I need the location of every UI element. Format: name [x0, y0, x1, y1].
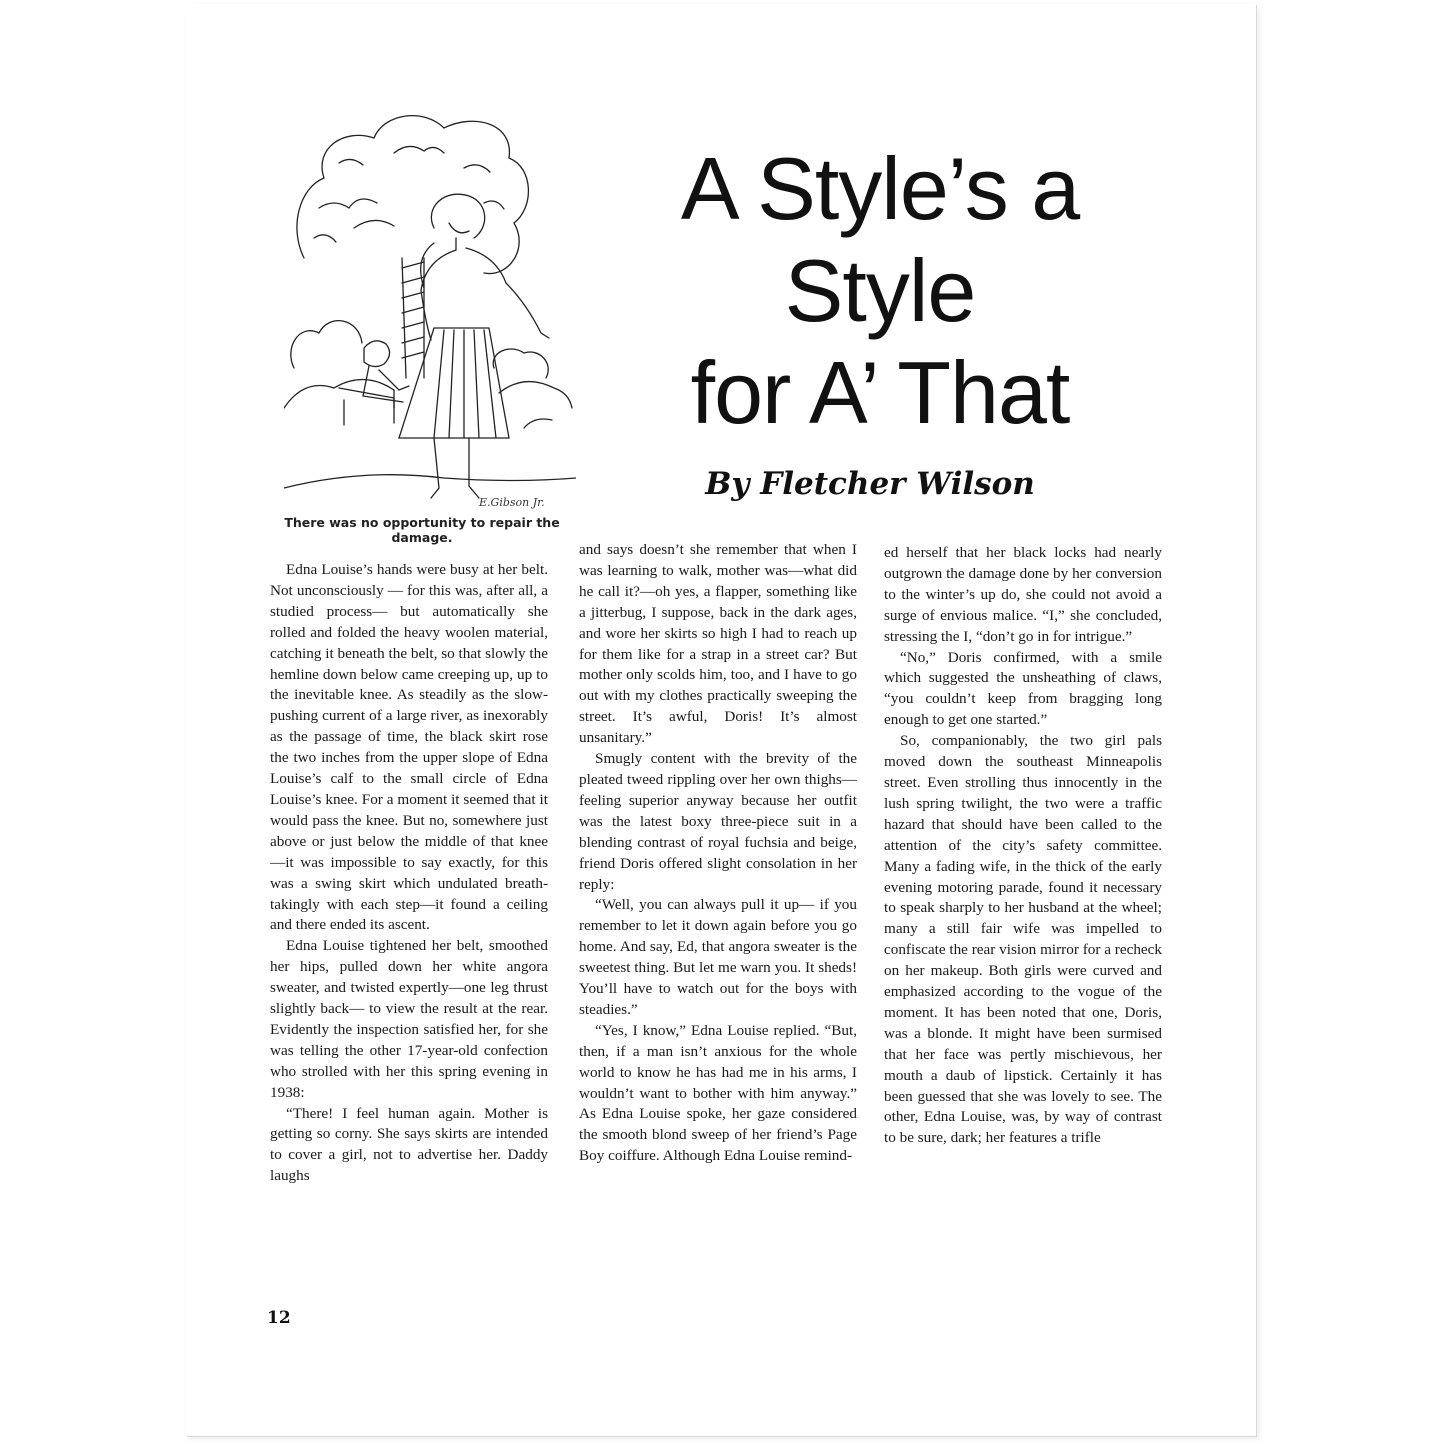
- paragraph: Smugly content with the brevity of the pleated tweed rippling over her own thighs—feeling superior anyway because her outfit was the latest boxy three-piece suit in a blending contrast of royal fuchsia and beige, friend Doris offered slight consolation in her reply:: [579, 750, 857, 893]
- artist-signature: E.Gibson Jr.: [479, 496, 545, 509]
- title-line-3: for A’ That: [690, 343, 1070, 442]
- title-line-2: Style: [784, 241, 976, 340]
- article-title: [580, 138, 1180, 444]
- paragraph: “There! I feel human again. Mother is getting so corny. She says skirts are intended to cover a girl, not to advertise her. Daddy laughs: [270, 1104, 548, 1185]
- page-number: 12: [267, 1308, 291, 1328]
- paragraph: and says doesn’t she remember that when I was learning to walk, mother was—what did he call it?—oh yes, a flapper, something like a jitterbug, I suppose, back in the dark ages, and wore her skirts so high I had to reach up for them like for a strap in a street car? But mother only scolds him, too, and I have to go out with my clothes practically sweeping the street. It’s awful, Doris! It’s almost unsanitary.”: [579, 541, 857, 747]
- text-column-2: [579, 540, 857, 1167]
- paragraph: “Well, you can always pull it up— if you remember to let it down again before you go home. And say, Ed, that angora sweater is the sweetest thing. But let me warn you. It sheds! You’ll have to watch out for the boys with steadies.”: [579, 896, 857, 1018]
- text-column-3: [884, 543, 1162, 1149]
- author-byline: By Fletcher Wilson: [705, 466, 1035, 502]
- paragraph: So, companionably, the two girl pals moved down the southeast Minneapolis street. Even strolling thus innocently in the lush spring twilight, the two were a traffic hazard that should have been called to the attention of the city’s safety committee. Many a fading wife, in the thick of the early evening motoring parade, found it necessary to speak sharply to her husband at the wheel; many a still fair wife was impelled to confiscate the rear vision mirror for a recheck on her makeup. Both girls were curved and emphasized according to the vogue of the moment. It has been noted that one, Doris, was a blonde. It might have been surmised that her face was pertly mischievous, her mouth a daub of lipstick. Certainly it has been guessed that she was lovely to see. The other, Edna Louise, was, by way of contrast to be sure, dark; her features a trifle: [884, 732, 1162, 1147]
- paragraph: ed herself that her black locks had nearly outgrown the damage done by her conversion to the winter’s up do, she could not avoid a surge of envious malice. “I,” she concluded, stressing the I, “don’t go in for intrigue.”: [884, 544, 1162, 645]
- illustration-caption: There was no opportunity to repair the damage.: [284, 515, 560, 545]
- paragraph: “Yes, I know,” Edna Louise replied. “But, then, if a man isn’t anxious for the whole world to know he has had me in his arms, I wouldn’t want to bother with him anyway.” As Edna Louise spoke, her gaze considered the smooth blond sweep of her friend’s Page Boy coiffure. Although Edna Louise remind-: [579, 1021, 857, 1165]
- woman-adjusting-skirt-illustration: [284, 108, 576, 510]
- title-line-1: A Style’s a: [680, 139, 1080, 238]
- paragraph: “No,” Doris confirmed, with a smile which suggested the unsheathing of claws, “you couldn’t keep from bragging long enough to get one started.”: [884, 648, 1162, 729]
- text-column-1: [270, 560, 548, 1187]
- paragraph: Edna Louise tightened her belt, smoothed her hips, pulled down her white angora sweater, and twisted expertly—one leg thrust slightly back— to view the result at the rear. Evidently the inspection satisfied her, for she was telling the other 17-year-old confection who strolled with her this spring evening in 1938:: [270, 937, 548, 1101]
- paragraph: Edna Louise’s hands were busy at her belt. Not unconsciously — for this was, after all, a studied process— but automatically she rolled and folded the heavy woolen material, catching it beneath the belt, so that slowly the hemline down below came creeping up, up to the inevitable knee. As steadily as the slow-pushing current of a large river, as inexorably as the passage of time, the black skirt rose the two inches from the upper slope of Edna Louise’s calf to the small circle of Edna Louise’s knee. For a moment it seemed that it would pass the knee. But no, somewhere just above or just below the middle of that knee—it was impossible to say exactly, for this was a swing skirt which undulated breath-takingly with each step—it found a ceiling and there ended its ascent.: [270, 561, 548, 934]
